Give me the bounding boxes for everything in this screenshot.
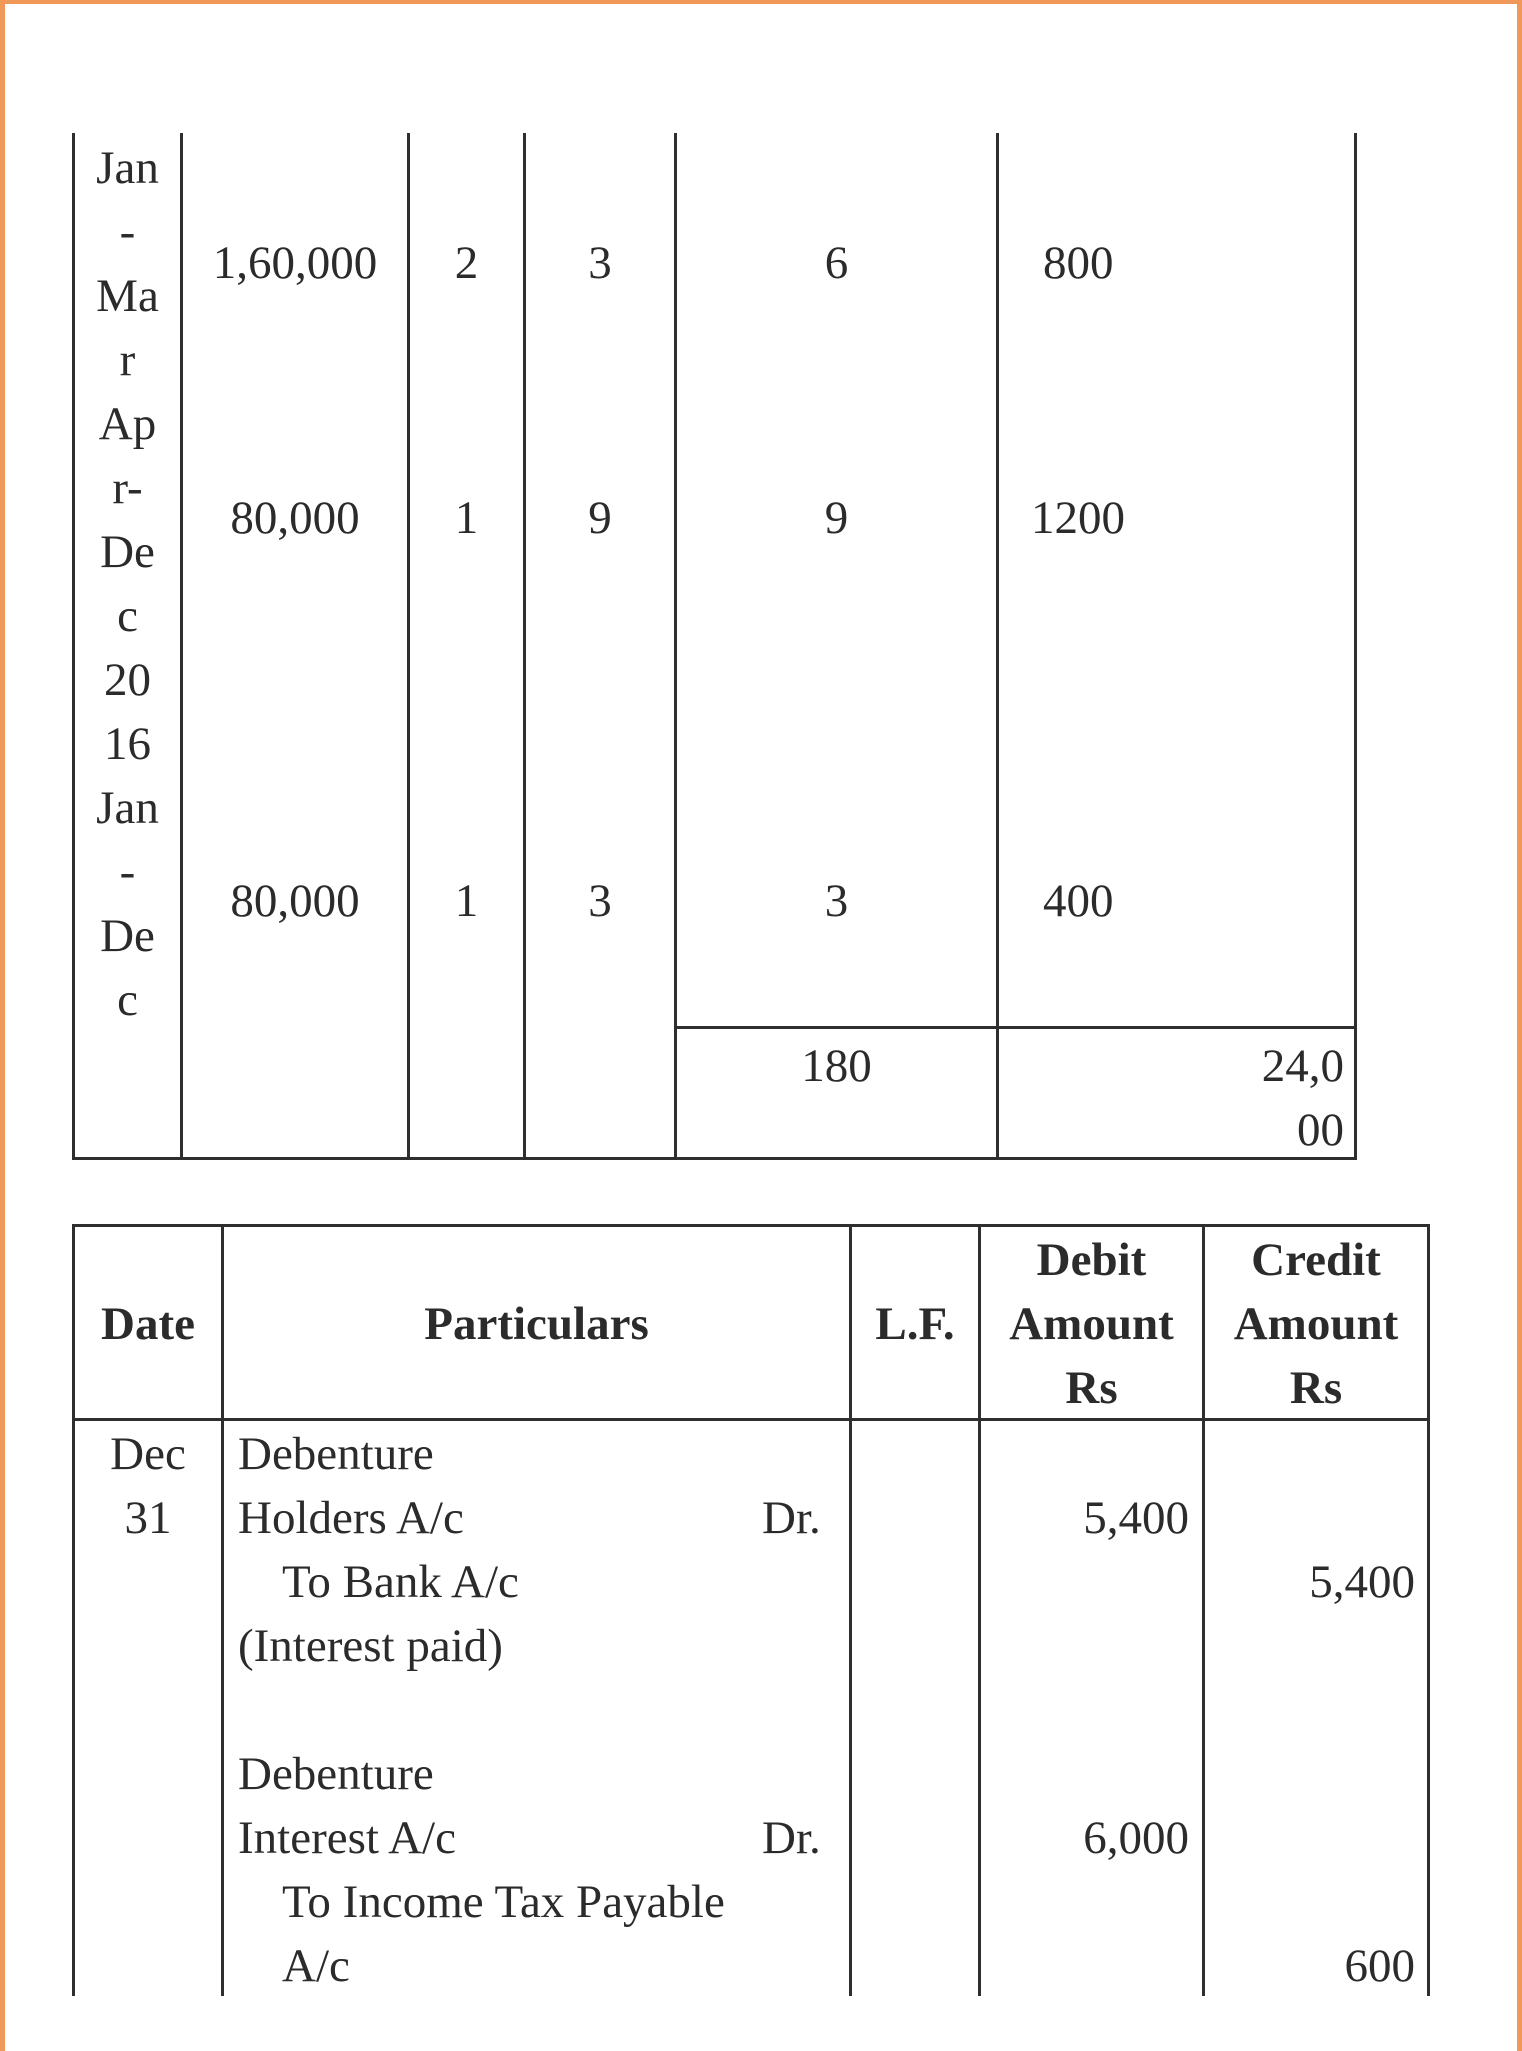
header-line: Rs bbox=[1289, 1362, 1343, 1414]
narration: (Interest paid) bbox=[238, 1620, 503, 1672]
header-debit-amount bbox=[981, 1228, 1202, 1420]
period-line: Ma bbox=[96, 270, 159, 322]
period-line: Jan bbox=[96, 782, 159, 834]
header-particulars: Particulars bbox=[424, 1298, 649, 1350]
value-cell: 9 bbox=[824, 492, 849, 544]
date-line: 31 bbox=[124, 1492, 172, 1544]
debit-amount: 6,000 bbox=[1083, 1812, 1189, 1864]
header-date: Date bbox=[101, 1298, 195, 1350]
credit-account: A/c bbox=[282, 1940, 350, 1992]
debit-account: Holders A/c bbox=[238, 1492, 464, 1544]
dr-label: Dr. bbox=[762, 1812, 821, 1864]
value-cell: 800 bbox=[1043, 237, 1114, 289]
period-line: - bbox=[119, 846, 136, 898]
amount-cell: 1,60,000 bbox=[212, 237, 378, 289]
period-line: r bbox=[119, 334, 136, 386]
period-line: De bbox=[100, 526, 155, 578]
total-line: 00 bbox=[1297, 1104, 1344, 1156]
header-line: Amount bbox=[1009, 1298, 1174, 1350]
credit-amount: 600 bbox=[1344, 1940, 1415, 1992]
header-credit-amount bbox=[1205, 1228, 1427, 1420]
value-cell: 6 bbox=[824, 237, 849, 289]
value-cell: 3 bbox=[588, 875, 612, 927]
total-cell bbox=[999, 1034, 1344, 1162]
period-line: 20 bbox=[104, 654, 151, 706]
total-cell: 180 bbox=[801, 1040, 872, 1092]
table-border-right bbox=[1427, 1224, 1430, 1996]
amount-cell: 80,000 bbox=[230, 492, 360, 544]
header-lf: L.F. bbox=[875, 1298, 955, 1350]
value-cell: 1 bbox=[454, 875, 479, 927]
debit-account: Debenture bbox=[238, 1428, 434, 1480]
totals-divider bbox=[674, 1026, 1357, 1029]
table-border-right bbox=[1354, 133, 1357, 1160]
period-line: c bbox=[117, 590, 138, 642]
credit-account: To Bank A/c bbox=[282, 1556, 519, 1608]
value-cell: 2 bbox=[454, 237, 479, 289]
value-cell: 3 bbox=[588, 237, 612, 289]
debit-account: Debenture bbox=[238, 1748, 434, 1800]
value-cell: 400 bbox=[1043, 875, 1114, 927]
period-line: 16 bbox=[104, 718, 151, 770]
amount-cell: 80,000 bbox=[230, 875, 360, 927]
header-line: Debit bbox=[1036, 1234, 1147, 1286]
credit-account: To Income Tax Payable bbox=[282, 1876, 725, 1928]
header-line: Amount bbox=[1233, 1298, 1399, 1350]
period-line: - bbox=[119, 206, 136, 258]
value-cell: 1 bbox=[454, 492, 479, 544]
period-cell bbox=[75, 392, 180, 776]
value-cell: 9 bbox=[588, 492, 612, 544]
credit-amount: 5,400 bbox=[1309, 1556, 1415, 1608]
date-line: Dec bbox=[110, 1428, 186, 1480]
column-divider bbox=[996, 133, 999, 1160]
table-border-top bbox=[72, 1224, 1430, 1227]
period-line: r- bbox=[112, 462, 143, 514]
value-cell: 3 bbox=[824, 875, 849, 927]
dr-label: Dr. bbox=[762, 1492, 821, 1544]
period-line: De bbox=[100, 910, 155, 962]
period-line: Ap bbox=[98, 398, 157, 450]
period-cell bbox=[75, 136, 180, 392]
header-line: Rs bbox=[1065, 1362, 1118, 1414]
value-cell: 1200 bbox=[1031, 492, 1125, 544]
total-line: 24,0 bbox=[1261, 1040, 1344, 1092]
debit-amount: 5,400 bbox=[1083, 1492, 1189, 1544]
period-line: Jan bbox=[96, 142, 159, 194]
debit-account: Interest A/c bbox=[238, 1812, 456, 1864]
entry-date bbox=[75, 1422, 221, 1550]
header-line: Credit bbox=[1251, 1234, 1381, 1286]
period-line: c bbox=[117, 974, 138, 1026]
period-cell bbox=[75, 776, 180, 1032]
